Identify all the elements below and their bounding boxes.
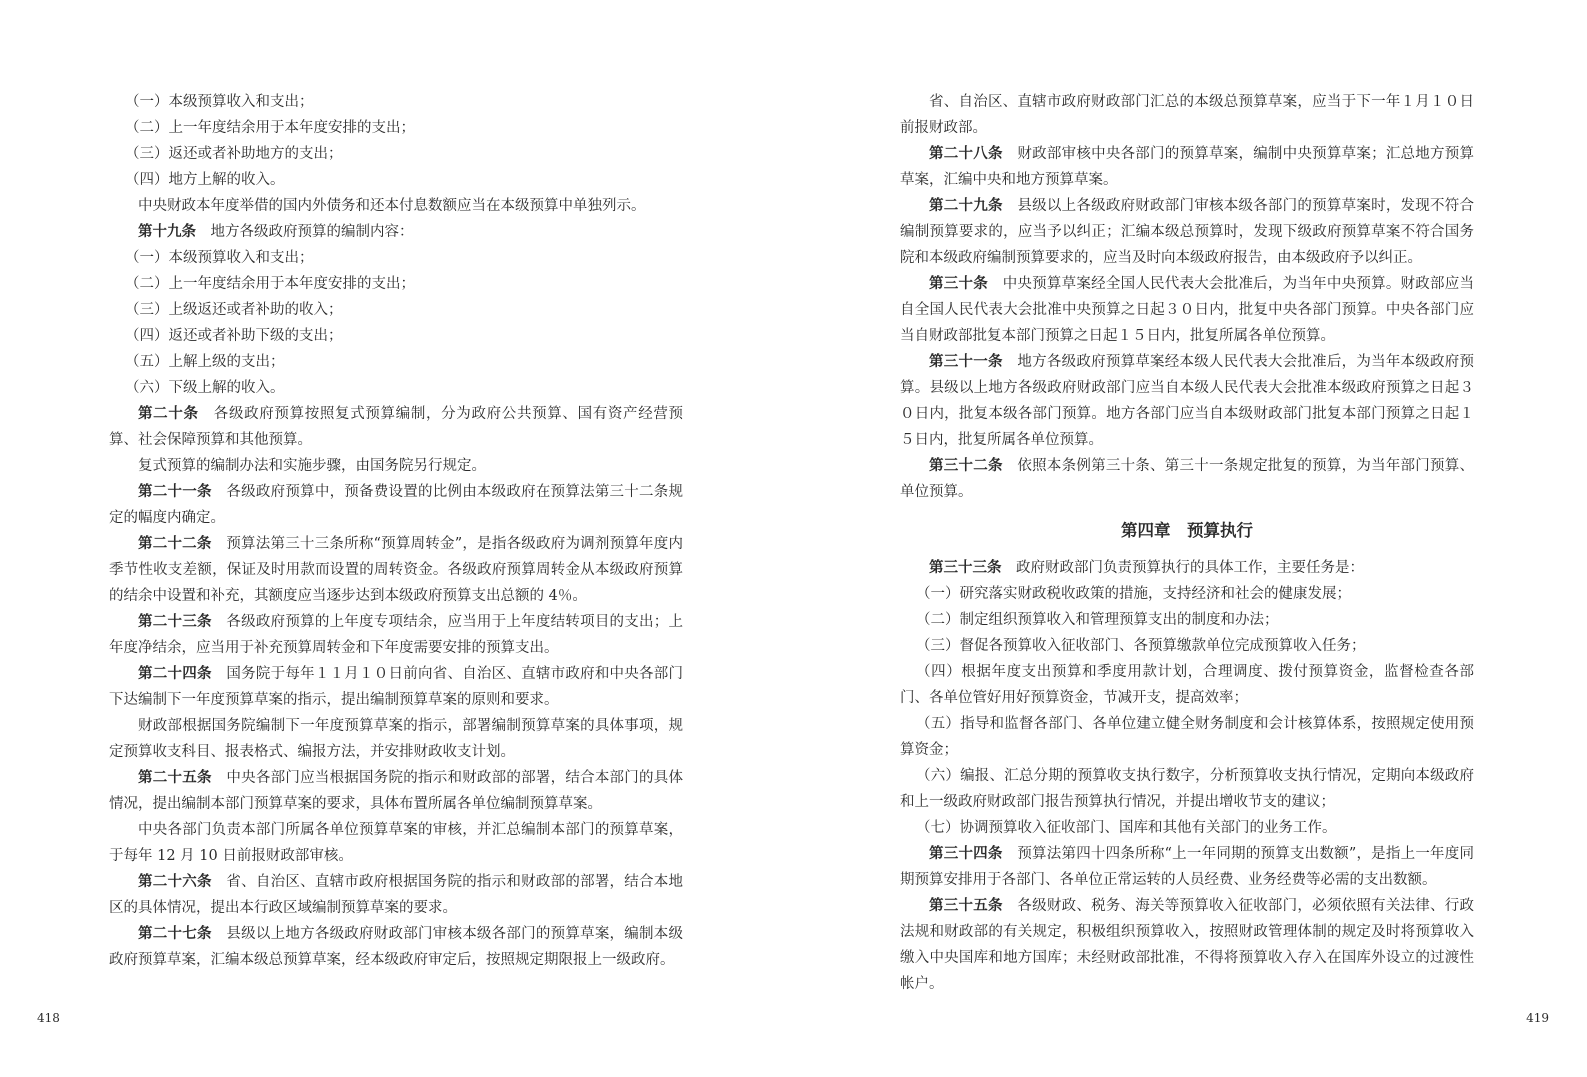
paragraph-text: 中央预算草案经全国人民代表大会批准后，为当年中央预算。财政部应当自全国人民代表大会批准中央预算之日起３０日内，批复中央各部门预算。中央各部门应当自财政部批复本部门预算之日起１５日内，批复所属各单位预算。 [900, 276, 1475, 344]
article-number: 第二十五条 [138, 769, 212, 786]
left-page-text [109, 89, 683, 973]
article-number: 第二十九条 [929, 197, 1003, 214]
paragraph-text: 预算法第四十四条所称“上一年同期的预算支出数额”，是指上一年度同期预算安排用于各部门、各单位正常运转的人员经费、业务经费等必需的支出数额。 [900, 846, 1474, 888]
left-page [0, 0, 793, 1077]
paragraph-text: 县级以上各级政府财政部门审核本级各部门的预算草案时，发现不符合编制预算要求的，应当予以纠正；汇编本级总预算时，发现下级政府预算草案不符合国务院和本级政府编制预算要求的，应当及时向本级政府报告，由本级政府予以纠正。 [900, 198, 1475, 266]
list-item [109, 271, 683, 297]
article-number: 第二十四条 [138, 665, 212, 682]
paragraph-text: （七）协调预算收入征收部门、国库和其他有关部门的业务工作。 [916, 820, 1337, 836]
body-paragraph [900, 89, 1474, 141]
paragraph-text: （四）根据年度支出预算和季度用款计划，合理调度、拨付预算资金，监督检查各部门、各单位管好用好预算资金，节减开支，提高效率； [900, 664, 1474, 706]
paragraph-text: 省、自治区、直辖市政府根据国务院的指示和财政部的部署，结合本地区的具体情况，提出本行政区域编制预算草案的要求。 [109, 874, 684, 916]
article-paragraph [109, 869, 683, 921]
article-number: 第二十七条 [138, 925, 212, 942]
article-paragraph [900, 893, 1474, 997]
article-paragraph [900, 349, 1474, 453]
list-item [900, 581, 1474, 607]
paragraph-text: 政府财政部门负责预算执行的具体工作，主要任务是： [1001, 560, 1364, 576]
paragraph-text: 省、自治区、直辖市政府财政部门汇总的本级总预算草案，应当于下一年１月１０日前报财政部。 [900, 94, 1474, 136]
paragraph-text: （四）地方上解的收入。 [125, 172, 285, 188]
page-number-left: 418 [37, 1011, 60, 1025]
article-paragraph [109, 765, 683, 817]
right-page-text [900, 89, 1474, 997]
paragraph-text: （一）研究落实财政税收政策的措施，支持经济和社会的健康发展； [916, 586, 1351, 602]
article-number: 第二十条 [138, 405, 199, 422]
paragraph-text: （二）上一年度结余用于本年度安排的支出； [125, 276, 415, 292]
paragraph-text: （六）下级上解的收入。 [125, 380, 285, 396]
article-number: 第二十一条 [138, 483, 212, 500]
list-item [900, 763, 1474, 815]
list-item [900, 815, 1474, 841]
paragraph-text: 中央财政本年度举借的国内外债务和还本付息数额应当在本级预算中单独列示。 [138, 198, 646, 214]
list-item [109, 115, 683, 141]
article-paragraph [109, 401, 683, 453]
article-number: 第十九条 [138, 223, 196, 240]
paragraph-text: 地方各级政府预算的编制内容： [196, 224, 414, 240]
paragraph-text: （三）返还或者补助地方的支出； [125, 146, 343, 162]
article-paragraph [900, 555, 1474, 581]
paragraph-text: 各级政府预算的上年度专项结余，应当用于上年度结转项目的支出；上年度净结余，应当用于补充预算周转金和下年度需要安排的预算支出。 [109, 614, 684, 656]
article-paragraph [109, 921, 683, 973]
body-paragraph [109, 193, 683, 219]
list-item [109, 141, 683, 167]
article-paragraph [900, 141, 1474, 193]
article-number: 第三十四条 [929, 845, 1003, 862]
article-paragraph [109, 479, 683, 531]
article-paragraph [109, 661, 683, 713]
page-number-right: 419 [1526, 1011, 1549, 1025]
paragraph-text: （五）上解上级的支出； [125, 354, 285, 370]
paragraph-text: 县级以上地方各级政府财政部门审核本级各部门的预算草案，编制本级政府预算草案，汇编本级总预算草案，经本级政府审定后，按照规定期限报上一级政府。 [109, 926, 684, 968]
paragraph-text: （三）上级返还或者补助的收入； [125, 302, 343, 318]
article-number: 第二十三条 [138, 613, 212, 630]
article-number: 第三十条 [929, 275, 988, 292]
article-number: 第二十六条 [138, 873, 212, 890]
list-item [109, 323, 683, 349]
paragraph-text: （六）编报、汇总分期的预算收支执行数字，分析预算收支执行情况，定期向本级政府和上一级政府财政部门报告预算执行情况，并提出增收节支的建议； [900, 768, 1474, 810]
article-number: 第三十一条 [929, 353, 1003, 370]
article-number: 第三十二条 [929, 457, 1003, 474]
article-paragraph [109, 219, 683, 245]
paragraph-text: 各级政府预算按照复式预算编制，分为政府公共预算、国有资产经营预算、社会保障预算和其他预算。 [109, 406, 684, 448]
paragraph-text: 复式预算的编制办法和实施步骤，由国务院另行规定。 [138, 458, 486, 474]
paragraph-text: 各级政府预算中，预备费设置的比例由本级政府在预算法第三十二条规定的幅度内确定。 [109, 484, 684, 526]
article-number: 第三十三条 [929, 559, 1002, 576]
list-item [900, 607, 1474, 633]
list-item [109, 375, 683, 401]
paragraph-text: （二）制定组织预算收入和管理预算支出的制度和办法； [916, 612, 1279, 628]
paragraph-text: 财政部审核中央各部门的预算草案，编制中央预算草案；汇总地方预算草案，汇编中央和地方预算草案。 [900, 146, 1475, 188]
paragraph-text: 依照本条例第三十条、第三十一条规定批复的预算，为当年部门预算、单位预算。 [900, 458, 1475, 500]
list-item [109, 89, 683, 115]
list-item [109, 297, 683, 323]
paragraph-text: （四）返还或者补助下级的支出； [125, 328, 343, 344]
paragraph-text: （一）本级预算收入和支出； [125, 94, 314, 110]
article-number: 第三十五条 [929, 897, 1003, 914]
body-paragraph [109, 453, 683, 479]
paragraph-text: （一）本级预算收入和支出； [125, 250, 314, 266]
paragraph-text: 中央各部门应当根据国务院的指示和财政部的部署，结合本部门的具体情况，提出编制本部门预算草案的要求，具体布置所属各单位编制预算草案。 [109, 770, 684, 812]
right-page [794, 0, 1587, 1077]
paragraph-text: 国务院于每年１１月１０日前向省、自治区、直辖市政府和中央各部门下达编制下一年度预算草案的指示，提出编制预算草案的原则和要求。 [109, 666, 684, 708]
list-item [900, 633, 1474, 659]
article-paragraph [900, 271, 1474, 349]
list-item [109, 349, 683, 375]
article-paragraph [900, 193, 1474, 271]
paragraph-text: （五）指导和监督各部门、各单位建立健全财务制度和会计核算体系，按照规定使用预算资金； [900, 716, 1474, 758]
paragraph-text: 地方各级政府预算草案经本级人民代表大会批准后，为当年本级政府预算。县级以上地方各级政府财政部门应当自本级人民代表大会批准本级政府预算之日起３０日内，批复本级各部门预算。地方各部门应当自本级财政部门批复本部门预算之日起１５日内，批复所属各单位预算。 [900, 354, 1475, 448]
list-item [900, 711, 1474, 763]
article-number: 第二十二条 [138, 535, 212, 552]
list-item [109, 245, 683, 271]
paragraph-text: 中央各部门负责本部门所属各单位预算草案的审核，并汇总编制本部门的预算草案，于每年 12 月 10 日前报财政部审核。 [109, 822, 683, 864]
paragraph-text: 财政部根据国务院编制下一年度预算草案的指示，部署编制预算草案的具体事项，规定预算收支科目、报表格式、编报方法，并安排财政收支计划。 [109, 718, 683, 760]
article-paragraph [900, 453, 1474, 505]
article-paragraph [109, 609, 683, 661]
chapter-heading: 第四章 预算执行 [1121, 521, 1253, 540]
article-number: 第二十八条 [929, 145, 1003, 162]
article-paragraph [900, 841, 1474, 893]
paragraph-text: （二）上一年度结余用于本年度安排的支出； [125, 120, 415, 136]
article-paragraph [109, 531, 683, 609]
body-paragraph [109, 817, 683, 869]
body-paragraph [109, 713, 683, 765]
paragraph-text: 各级财政、税务、海关等预算收入征收部门，必须依照有关法律、行政法规和财政部的有关规定，积极组织预算收入，按照财政管理体制的规定及时将预算收入缴入中央国库和地方国库；未经财政部批准，不得将预算收入存入在国库外设立的过渡性帐户。 [900, 898, 1475, 992]
list-item [109, 167, 683, 193]
paragraph-text: （三）督促各预算收入征收部门、各预算缴款单位完成预算收入任务； [916, 638, 1366, 654]
list-item [900, 659, 1474, 711]
paragraph-text: 预算法第三十三条所称“预算周转金”，是指各级政府为调剂预算年度内季节性收支差额，保证及时用款而设置的周转资金。各级政府预算周转金从本级政府预算的结余中设置和补充，其额度应当逐步达到本级政府预算支出总额的 4％。 [109, 536, 683, 604]
